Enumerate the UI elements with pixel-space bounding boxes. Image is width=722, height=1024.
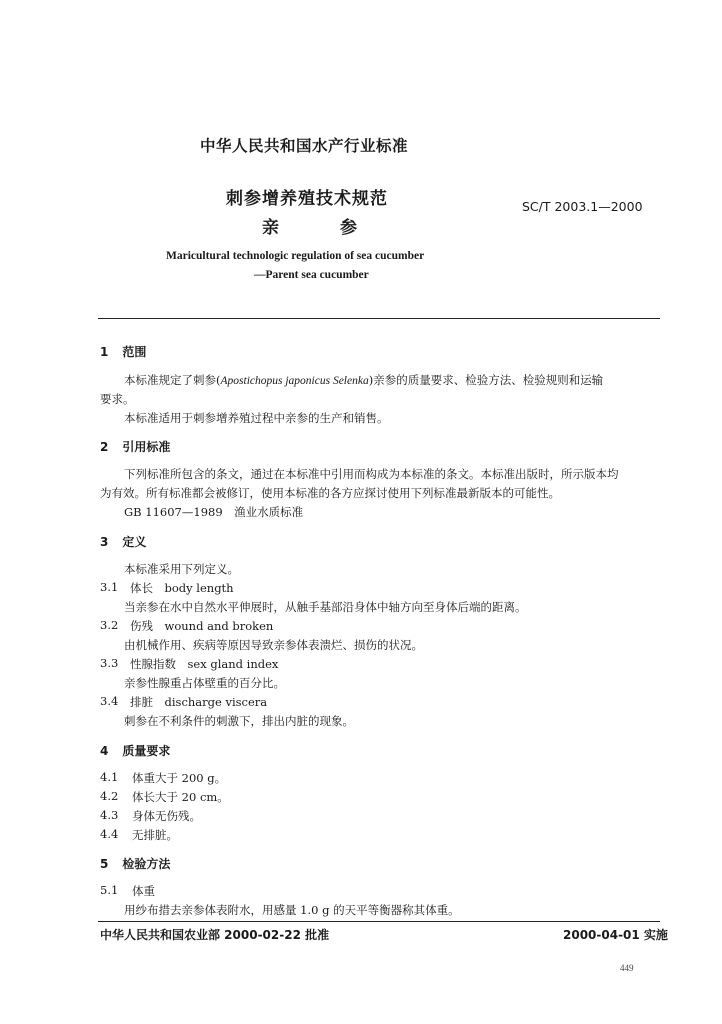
section-3-heading — [100, 533, 146, 550]
definition-3-2-number: 3.2 — [100, 618, 119, 632]
definition-3-3-text: 亲参性腺重占体壁重的百分比。 — [124, 676, 285, 690]
section-1-para-2: 本标准适用于刺参增养殖过程中亲参的生产和销售。 — [124, 411, 389, 425]
definition-3-3-number: 3.3 — [100, 656, 119, 670]
species-latin-name: Apostichopus japonicus Selenka — [220, 375, 369, 387]
section-1-para-1-cont: 要求。 — [100, 392, 135, 406]
definition-3-2-term: 伤残 wound and broken — [130, 619, 274, 633]
requirement-4-4-number: 4.4 — [100, 827, 119, 841]
requirement-4-2-number: 4.2 — [100, 789, 119, 803]
section-4-heading — [100, 742, 170, 759]
definition-3-1-number: 3.1 — [100, 580, 119, 594]
section-1-heading — [100, 343, 146, 360]
definition-3-4-text: 刺参在不利条件的刺激下，排出内脏的现象。 — [124, 714, 354, 728]
section-3-title: 定义 — [122, 535, 147, 549]
section-2-para-1-cont: 为有效。所有标准都会被修订，使用本标准的各方应探讨使用下列标准最新版本的可能性。 — [100, 486, 560, 500]
section-2-reference: GB 11607—1989 渔业水质标准 — [124, 505, 304, 519]
section-1-number: 1 — [100, 345, 109, 359]
requirement-4-1-number: 4.1 — [100, 770, 119, 784]
section-5-number: 5 — [100, 857, 109, 871]
section-3-intro: 本标准采用下列定义。 — [124, 562, 239, 576]
section-5-heading — [100, 855, 170, 872]
header-divider — [98, 318, 660, 319]
section-5-title: 检验方法 — [122, 857, 171, 871]
en-title-line1: Maricultural technologic regulation of sea cucumber — [166, 250, 425, 262]
method-5-1-text: 用纱布措去亲参体表附水，用感量 1.0 g 的天平等衡器称其体重。 — [124, 903, 460, 917]
definition-3-2-text: 由机械作用、疾病等原因导致亲参体表溃烂、损伤的状况。 — [124, 638, 423, 652]
footer-divider — [98, 921, 660, 922]
requirement-4-4-text: 无排脏。 — [132, 828, 178, 842]
en-title-line2: —Parent sea cucumber — [254, 269, 369, 281]
section-1-title: 范围 — [122, 345, 147, 359]
section-4-title: 质量要求 — [122, 744, 171, 758]
page-number: 449 — [620, 963, 634, 973]
org-title: 中华人民共和国水产行业标准 — [200, 137, 409, 155]
definition-3-1-term: 体长 body length — [130, 581, 234, 595]
requirement-4-3-number: 4.3 — [100, 808, 119, 822]
std-code: SC/T 2003.1—2000 — [522, 199, 643, 214]
issuer-approval: 中华人民共和国农业部 2000-02-22 批准 — [100, 928, 330, 942]
section-1-para-1-text-a: 本标准规定了刺参( — [124, 373, 221, 387]
section-2-number: 2 — [100, 440, 109, 454]
section-1-para-1 — [124, 372, 603, 388]
requirement-4-3-text: 身体无伤残。 — [132, 809, 201, 823]
definition-3-4-term: 排脏 discharge viscera — [130, 695, 268, 709]
section-4-number: 4 — [100, 744, 109, 758]
definition-3-3-term: 性腺指数 sex gland index — [130, 657, 279, 671]
effective-date: 2000-04-01 实施 — [563, 928, 668, 942]
section-2-para-1: 下列标准所包含的条文，通过在本标准中引用而构成为本标准的条文。本标准出版时，所示版本均 — [124, 467, 619, 481]
doc-title-line2-a: 亲 — [262, 218, 279, 238]
doc-title-line1: 刺参增养殖技术规范 — [226, 189, 388, 209]
method-5-1-title: 体重 — [132, 884, 155, 898]
section-1-para-1-text-b: )亲参的质量要求、检验方法、检验规则和运输 — [368, 373, 604, 387]
section-3-number: 3 — [100, 535, 109, 549]
requirement-4-2-text: 体长大于 20 cm。 — [132, 790, 229, 804]
requirement-4-1-text: 体重大于 200 g。 — [132, 771, 227, 785]
doc-title-line2-b: 参 — [340, 218, 357, 238]
section-2-heading — [100, 438, 170, 455]
definition-3-4-number: 3.4 — [100, 694, 119, 708]
definition-3-1-text: 当亲参在水中自然水平伸展时，从触手基部沿身体中轴方向至身体后端的距离。 — [124, 600, 527, 614]
section-2-title: 引用标准 — [122, 440, 171, 454]
method-5-1-number: 5.1 — [100, 883, 119, 897]
